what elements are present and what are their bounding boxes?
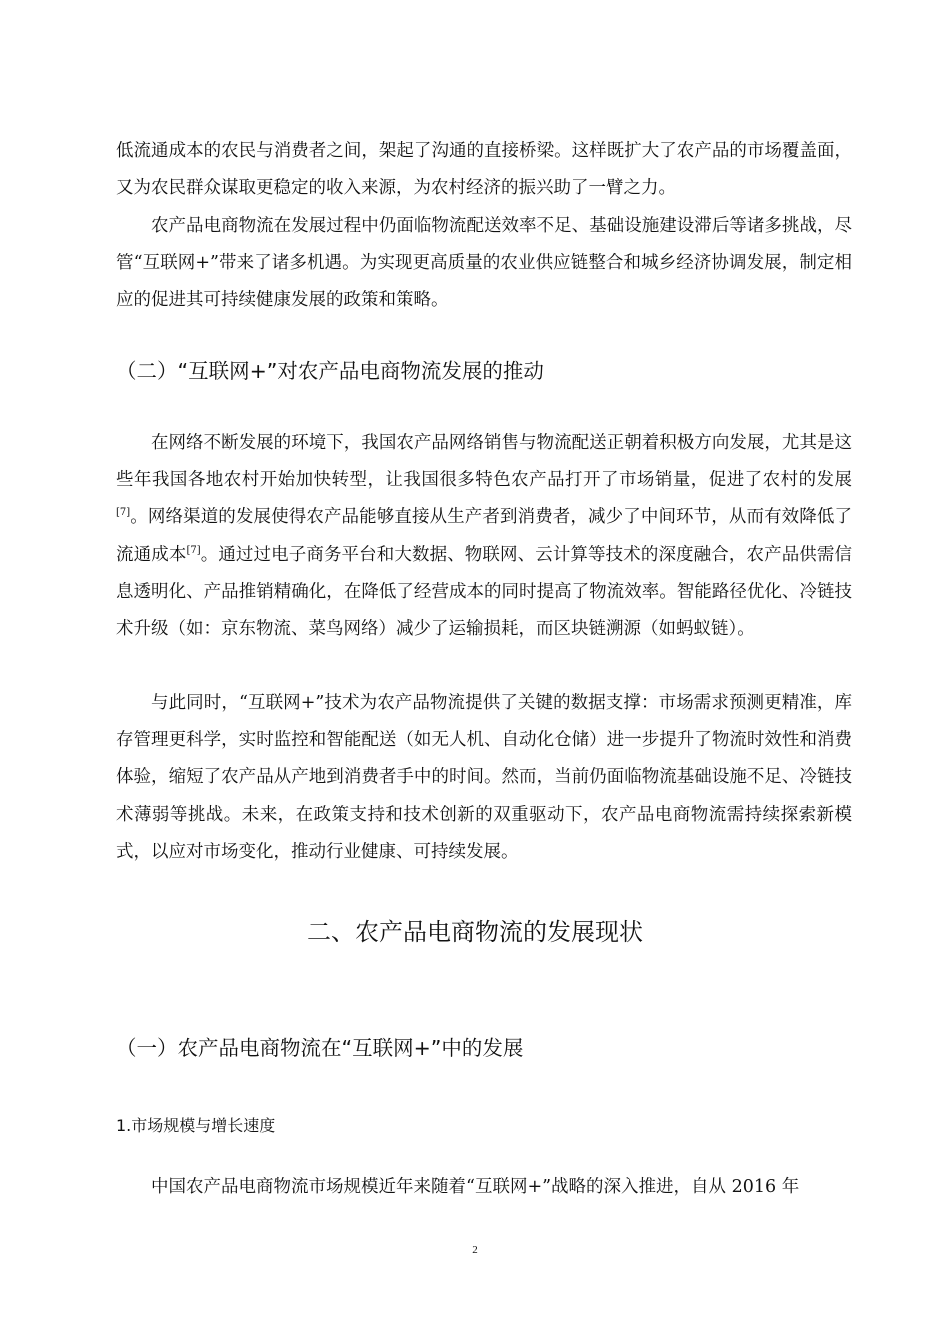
chapter-heading: 二、农产品电商物流的发展现状	[307, 918, 643, 946]
paragraph-data-support: 与此同时，“互联网+”技术为农产品物流提供了关键的数据支撑：市场需求预测更精准，库存管理更科学，实时监控和智能配送（如无人机、自动化仓储）进一步提升了物流时效性和消费体验，缩短了农产品从产地到消费者手中的时间。然而，当前仍面临物流基础设施不足、冷链技术薄弱等挑战。未来，在政策支持和技术创新的双重驱动下，农产品电商物流需持续探索新模式，以应对市场变化，推动行业健康、可持续发展。	[116, 693, 852, 862]
paragraph-text: 在网络不断发展的环境下，我国农产品网络销售与物流配送正朝着积极方向发展，尤其是这些年我国各地农村开始加快转型，让我国很多特色农产品打开了市场销量，促进了农村的发展	[116, 433, 852, 491]
citation-ref: [7]	[116, 507, 131, 519]
paragraph-text: 。网络渠道的发展使得农产品能够直接从生产者到消费者，减少了中间环节，从而有效降低了流通成本	[116, 507, 852, 565]
paragraph-market-scale: 中国农产品电商物流市场规模近年来随着“互联网+”战略的深入推进，自从 2016 年	[151, 1177, 800, 1197]
page-number: 2	[472, 1244, 478, 1256]
section-heading-2: （二）“互联网+”对农产品电商物流发展的推动	[116, 359, 544, 383]
paragraph-internet-plus-drive	[116, 425, 852, 648]
citation-ref: [7]	[186, 544, 201, 556]
section-heading-1: （一）农产品电商物流在“互联网+”中的发展	[116, 1036, 524, 1060]
paragraph-challenges: 农产品电商物流在发展过程中仍面临物流配送效率不足、基础设施建设滞后等诸多挑战，尽管“互联网+”带来了诸多机遇。为实现更高质量的农业供应链整合和城乡经济协调发展，制定相应的促进其可持续健康发展的政策和策略。	[116, 216, 852, 311]
paragraph-text: 。通过过电子商务平台和大数据、物联网、云计算等技术的深度融合，农产品供需信息透明化、产品推销精确化，在降低了经营成本的同时提高了物流效率。智能路径优化、冷链技术升级（如：京东物流、菜鸟网络）减少了运输损耗，而区块链溯源（如蚂蚁链）。	[116, 544, 853, 640]
subsection-heading: 1.市场规模与增长速度	[116, 1116, 276, 1135]
paragraph-continuation: 低流通成本的农民与消费者之间，架起了沟通的直接桥梁。这样既扩大了农产品的市场覆盖面，又为农民群众谋取更稳定的收入来源，为农村经济的振兴助了一臂之力。	[116, 141, 852, 199]
